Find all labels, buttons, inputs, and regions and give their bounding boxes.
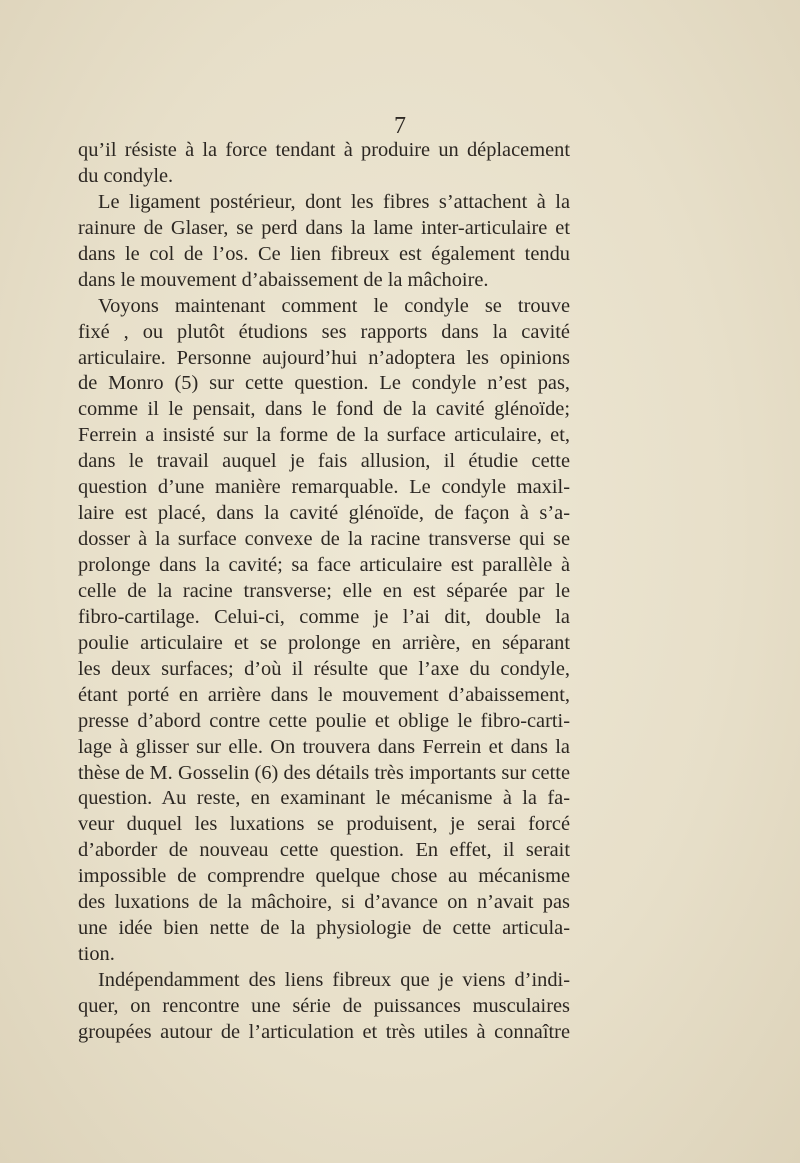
text-line: poulie articulaire et se prolonge en arrière, en séparant (78, 631, 570, 654)
text-line: tion. (78, 943, 115, 966)
text-line: Ferrein a insisté sur la forme de la surface articulaire, et, (78, 424, 570, 447)
text-line: dans le travail auquel je fais allusion, il étudie cette (78, 450, 570, 473)
text-line: de Monro (5) sur cette question. Le condyle n’est pas, (78, 372, 570, 395)
text-line: quer, on rencontre une série de puissances musculaires (78, 994, 570, 1017)
text-line: des luxations de la mâchoire, si d’avance on n’avait pas (78, 891, 570, 914)
text-line: lage à glisser sur elle. On trouvera dans Ferrein et dans la (78, 735, 570, 758)
text-line: dans le col de l’os. Ce lien fibreux est également tendu (78, 242, 570, 265)
text-line: Le ligament postérieur, dont les fibres s’attachent à la (98, 190, 570, 213)
text-line: prolonge dans la cavité; sa face articulaire est parallèle à (78, 554, 570, 576)
body-text (78, 138, 570, 1046)
text-line: les deux surfaces; d’où il résulte que l’axe du condyle, (78, 657, 570, 680)
text-line: articulaire. Personne aujourd’hui n’adoptera les opinions (78, 346, 570, 369)
text-line: du condyle. (78, 164, 174, 187)
text-line: comme il le pensait, dans le fond de la cavité glénoïde; (78, 398, 570, 421)
text-line: étant porté en arrière dans le mouvement d’abaissement, (78, 683, 570, 706)
text-line: laire est placé, dans la cavité glénoïde, de façon à s’a- (78, 502, 570, 525)
text-line: presse d’abord contre cette poulie et oblige le fibro-carti- (78, 709, 570, 732)
text-line: dosser à la surface convexe de la racine transverse qui se (78, 528, 570, 551)
text-line: veur duquel les luxations se produisent, je serai forcé (78, 813, 570, 836)
text-line: Voyons maintenant comment le condyle se trouve (98, 294, 570, 317)
text-line: fixé , ou plutôt étudions ses rapports dans la cavité (78, 320, 570, 343)
text-line: qu’il résiste à la force tendant à produire un déplacement (78, 139, 570, 161)
text-line: une idée bien nette de la physiologie de cette articula- (78, 917, 570, 940)
text-line: dans le mouvement d’abaissement de la mâchoire. (78, 268, 489, 291)
text-line: question. Au reste, en examinant le mécanisme à la fa- (78, 787, 570, 810)
text-line: question d’une manière remarquable. Le condyle maxil- (78, 476, 570, 499)
text-line: Indépendamment des liens fibreux que je viens d’indi- (98, 969, 570, 991)
text-line: d’aborder de nouveau cette question. En effet, il serait (78, 839, 570, 862)
text-line: fibro-cartilage. Celui-ci, comme je l’ai dit, double la (78, 605, 570, 628)
text-line: celle de la racine transverse; elle en est séparée par le (78, 579, 570, 602)
text-line: impossible de comprendre quelque chose au mécanisme (78, 865, 570, 888)
page-number: 7 (394, 113, 406, 139)
text-line: thèse de M. Gosselin (6) des détails très importants sur cette (78, 761, 570, 784)
text-line: groupées autour de l’articulation et très utiles à connaître (78, 1020, 570, 1043)
text-line: rainure de Glaser, se perd dans la lame inter-articulaire et (78, 216, 570, 239)
